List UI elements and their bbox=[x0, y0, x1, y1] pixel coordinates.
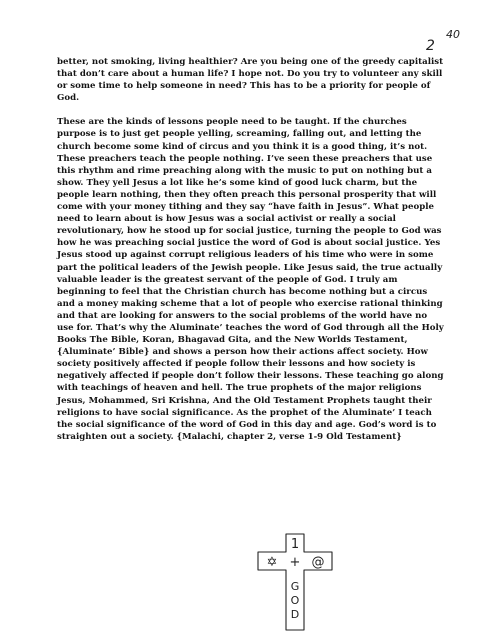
handwritten-page-number: 2 bbox=[426, 38, 435, 54]
cross-top-symbol: 1 bbox=[290, 537, 300, 552]
document-body bbox=[57, 56, 445, 455]
crescent-circle-icon: @ bbox=[311, 555, 325, 570]
cross-icon bbox=[254, 532, 344, 632]
handwritten-page-index: 40 bbox=[446, 28, 460, 41]
cross-drawing bbox=[254, 532, 344, 632]
cross-center-symbol: + bbox=[289, 555, 301, 570]
star-of-david-icon: ✡ bbox=[266, 555, 278, 570]
paragraph-1: better, not smoking, living healthier? Are you being one of the greedy capitalist that don’t care about a human life? I hope not. Do you try to volunteer any skill or some time to help someone in need? This has to be a priority for people of God. bbox=[57, 57, 444, 104]
vertical-letter-g: G bbox=[290, 580, 300, 593]
vertical-letter-o: O bbox=[290, 594, 300, 607]
vertical-letter-d: D bbox=[290, 608, 300, 621]
paragraph-2: These are the kinds of lessons people need to be taught. If the churches purpose is to just get people yelling, screaming, falling out, and letting the church become some kind of circus and you think it is a good thing, it’s not. These preachers teach the people nothing. I’ve seen these preachers that use this rhythm and rime preaching along with the music to put on nothing but a show. They yell Jesus a lot like he’s some kind of good luck charm, but the people learn nothing, then they often preach this personal prosperity that will come with your money tithing and they say “have faith in Jesus”. What people need to learn about is how Jesus was a social activist or really a social revolutionary, how he stood up for social justice, turning the people to God was how he was preaching social justice the word of God is about social justice. Yes Jesus stood up against corrupt religious leaders of his time who were in some part the political leaders of the Jewish people. Like Jesus said, the true actually valuable leader is the greatest servant of the people of God. I truly am beginning to feel that the Christian church has become nothing but a circus and a money making scheme that a lot of people who exercise rational thinking and that are looking for answers to the social problems of the world have no use for. That’s why the Aluminate’ teaches the word of God through all the Holy Books The Bible, Koran, Bhagavad Gita, and the New Worlds Testament, {Aluminate’ Bible} and shows a person how their actions affect society. How society positively affected if people follow their lessons and how society is negatively affected if people don’t follow their lessons. These teaching go along with teachings of heaven and hell. The true prophets of the major religions Jesus, Mohammed, Sri Krishna, And the Old Testament Prophets taught their religions to have social significance. As the prophet of the Aluminate’ I teach the social significance of the word of God in this day and age. God’s word is to straighten out a society. {Malachi, chapter 2, verse 1-9 Old Testament} bbox=[57, 117, 444, 442]
